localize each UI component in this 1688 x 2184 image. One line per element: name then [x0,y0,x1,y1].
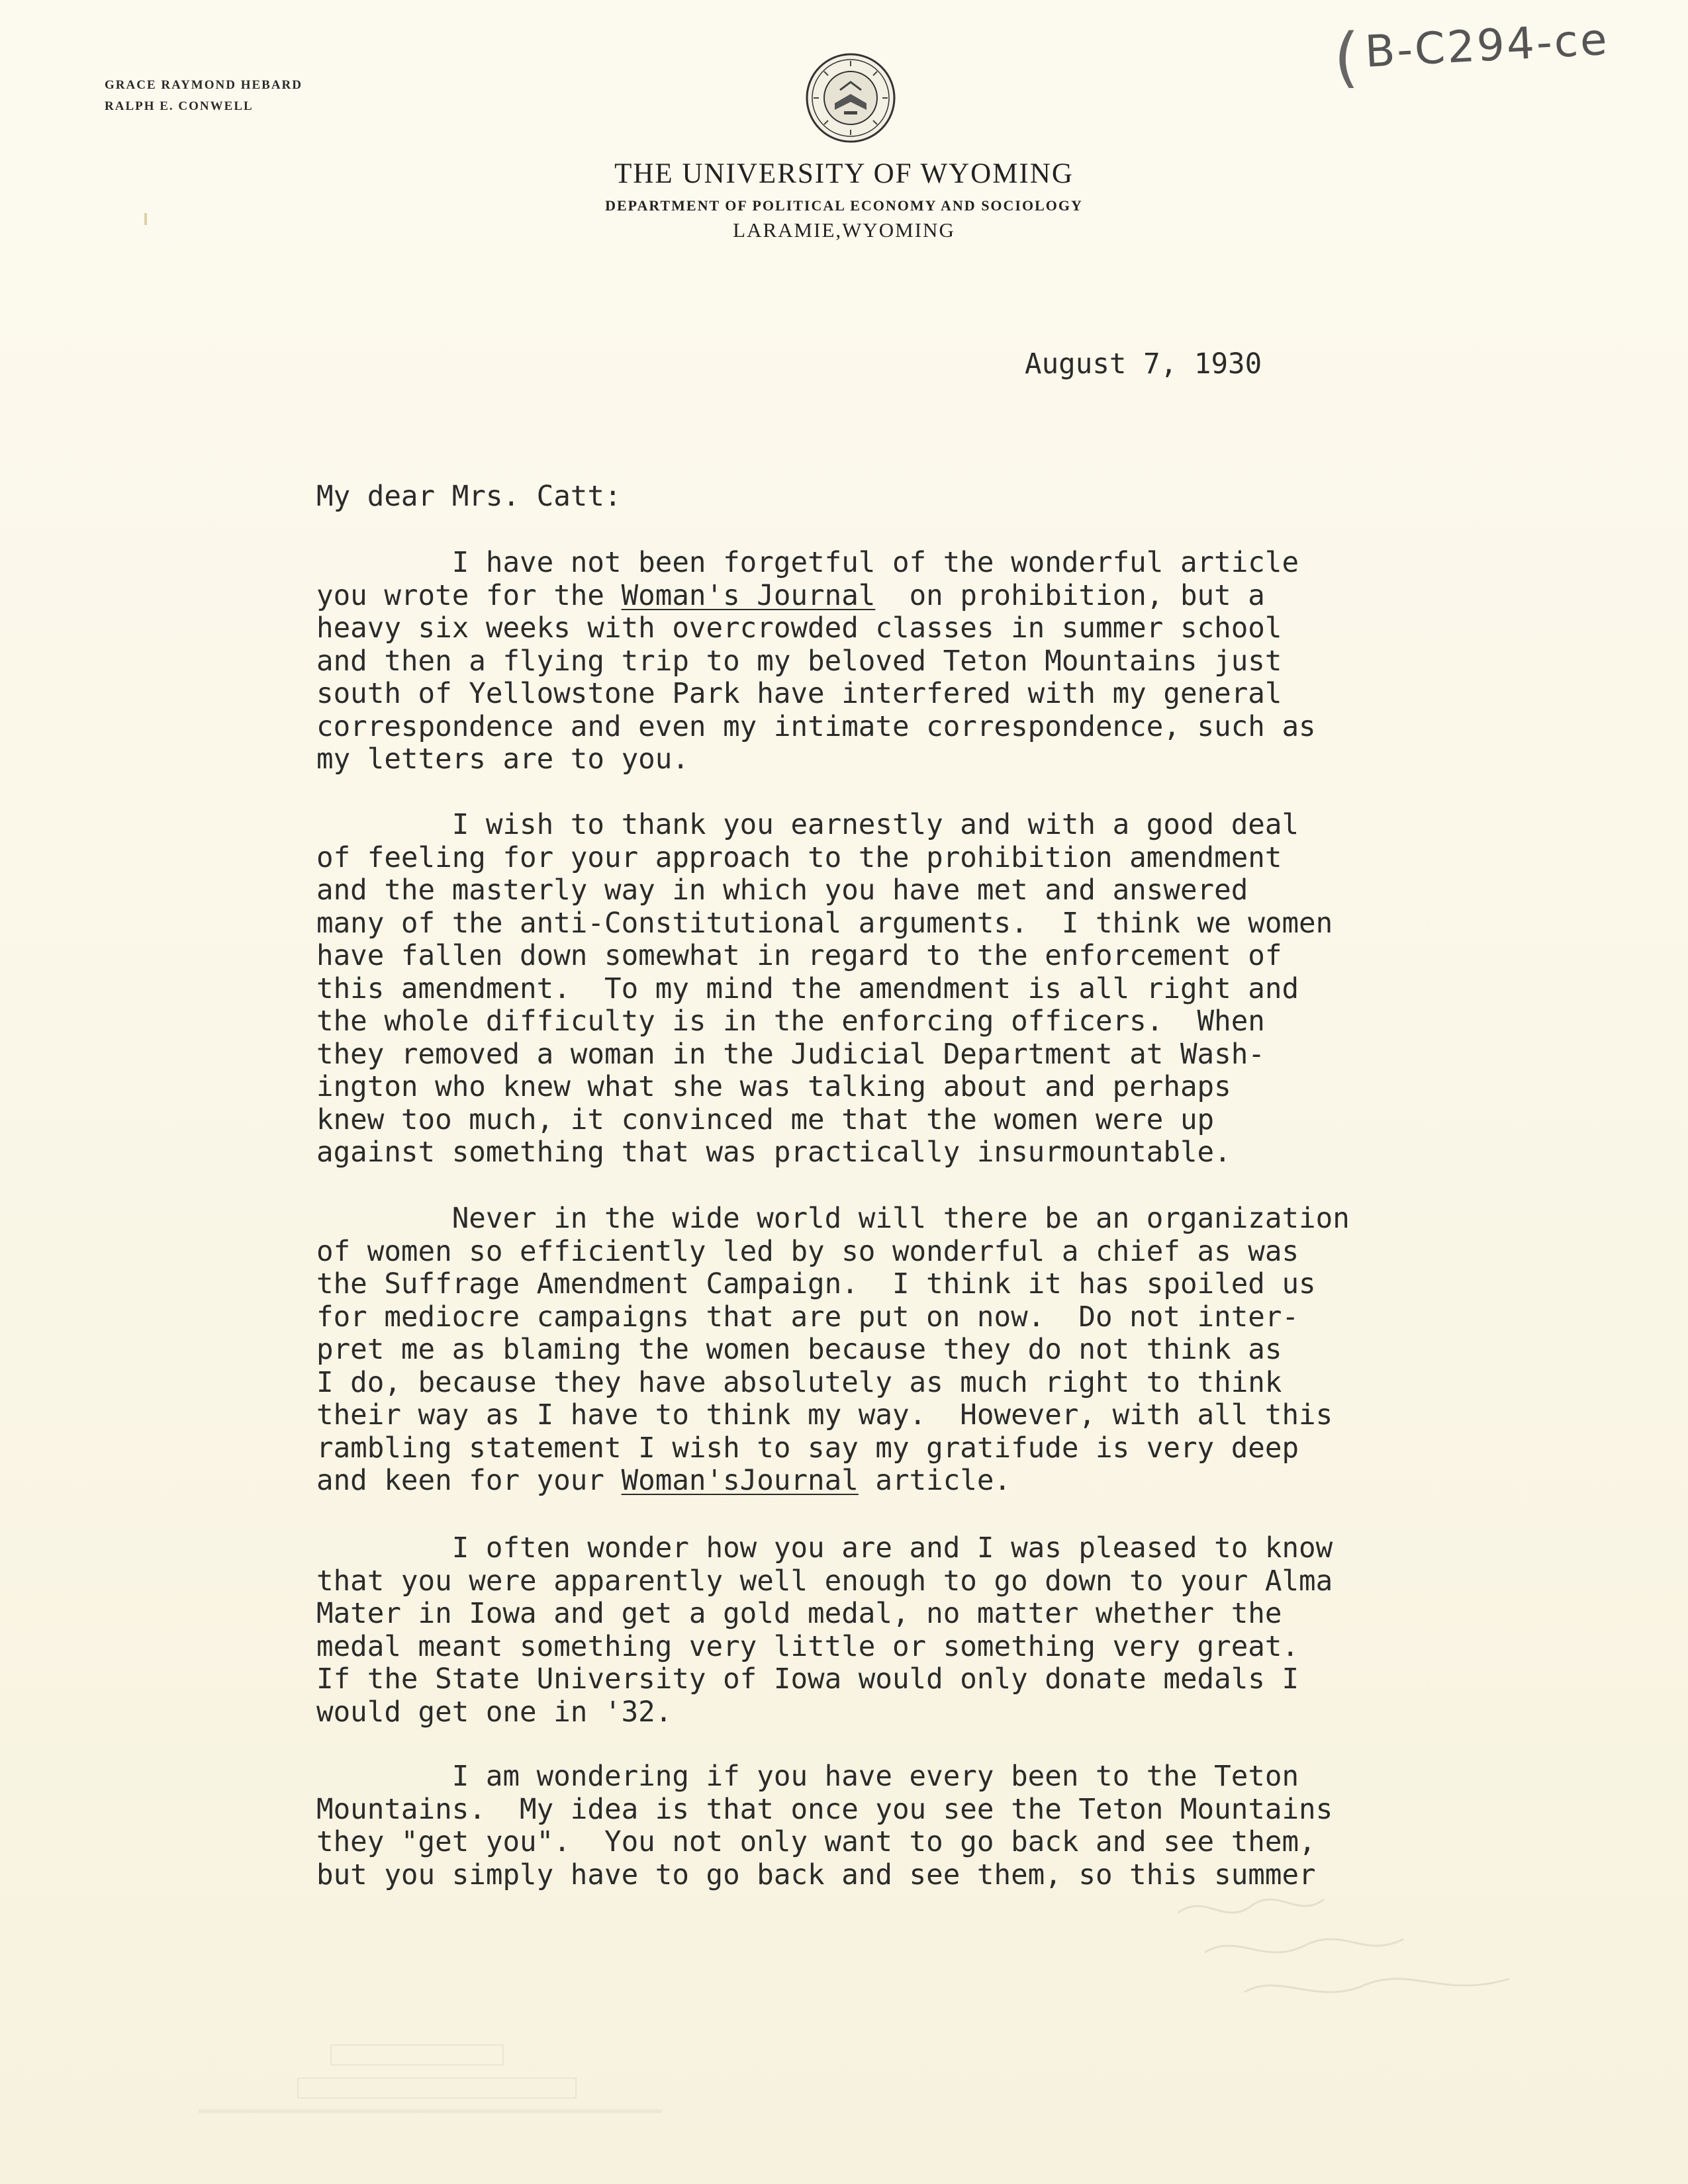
text-segment: of feeling for your approach to the prohibition amendment [316,841,1282,874]
text-line [316,743,1316,776]
text-line [316,1532,1333,1565]
text-segment: that you were apparently well enough to go down to your Alma [316,1565,1333,1598]
bleed-through-handwriting [1165,1886,1536,2019]
text-segment: pret me as blaming the women because they do not think as [316,1334,1282,1366]
text-line [316,874,1333,907]
institution-name: THE UNIVERSITY OF WYOMING [614,158,1074,189]
text-segment: for mediocre campaigns that are put on now. Do not inter- [316,1300,1299,1334]
text-segment: they "get you". You not only want to go back and see them, [316,1826,1316,1858]
body-paragraph-3 [316,1203,1350,1498]
text-line [316,1432,1350,1465]
text-line [316,1104,1333,1137]
text-segment: Mountains. My idea is that once you see the Teton Mountains [316,1793,1333,1826]
text-line [316,1268,1350,1301]
text-line [316,973,1333,1006]
text-line [316,1794,1333,1827]
text-segment: would get one in '32. [316,1696,673,1729]
text-line [316,809,1333,842]
text-segment: I wish to thank you earnestly and with a good deal [316,809,1299,841]
text-line [316,547,1316,580]
text-segment: you wrote for the [316,579,622,612]
text-segment: article. [858,1465,1011,1497]
text-line [316,1203,1350,1236]
text-line [316,612,1316,645]
text-line [316,1826,1333,1859]
text-line [316,1598,1333,1631]
text-line [316,1301,1350,1334]
bleed-through-archive-stamp [199,2038,662,2118]
text-line [316,842,1333,875]
letter-date: August 7, 1930 [1025,348,1262,381]
body-paragraph-2 [316,809,1333,1169]
text-line [316,1696,1333,1729]
text-line [316,678,1316,711]
text-line [316,1038,1333,1071]
text-segment: and keen for your [316,1465,622,1497]
institution-city: LARAMIE,WYOMING [733,218,955,242]
body-paragraph-4 [316,1532,1333,1729]
text-segment: the Suffrage Amendment Campaign. I think it has spoiled us [316,1268,1316,1300]
faculty-name-1: GRACE RAYMOND HEBARD [105,78,303,92]
text-line [316,1465,1350,1498]
text-line [316,711,1316,744]
text-segment: I often wonder how you are and I was pleased to know [316,1532,1333,1565]
department-name: DEPARTMENT OF POLITICAL ECONOMY AND SOCIOLOGY [605,197,1083,214]
text-segment: of women so efficiently led by so wonderful a chief as was [316,1235,1299,1268]
text-segment: medal meant something very little or something very great. [316,1630,1299,1663]
text-segment: on prohibition, but a [875,579,1265,612]
text-segment: I have not been forgetful of the wonderful article [316,547,1299,579]
text-line [316,940,1333,973]
text-segment: I am wondering if you have every been to the Teton [316,1760,1299,1793]
underlined-title: Woman'sJournal [621,1465,859,1497]
text-line [316,1005,1333,1038]
text-line [316,1399,1350,1432]
text-segment: I do, because they have absolutely as much right to think [316,1366,1282,1399]
underlined-title: Woman's Journal [621,579,876,612]
text-segment: they removed a woman in the Judicial Department at Wash- [316,1038,1265,1071]
text-segment: If the State University of Iowa would only donate medals I [316,1663,1299,1696]
text-segment: correspondence and even my intimate correspondence, such as [316,710,1316,743]
salutation: My dear Mrs. Catt: [316,480,622,513]
text-line [316,1760,1333,1794]
university-seal-icon [804,52,897,144]
text-line [316,580,1316,613]
text-segment: and the masterly way in which you have met and answered [316,874,1248,907]
text-line [316,1367,1350,1400]
text-segment: knew too much, it convinced me that the women were up [316,1103,1215,1136]
text-line [316,1663,1333,1696]
text-segment: their way as I have to think my way. However, with all this [316,1399,1333,1432]
text-line [316,1565,1333,1598]
text-segment: Never in the wide world will there be an organization [316,1203,1350,1235]
text-segment: and then a flying trip to my beloved Teton Mountains just [316,645,1282,678]
text-segment: have fallen down somewhat in regard to the enforcement of [316,940,1282,972]
text-segment: many of the anti-Constitutional arguments. I think we women [316,907,1333,940]
text-line [316,1334,1350,1367]
paper-mark [144,213,147,225]
text-segment: Mater in Iowa and get a gold medal, no matter whether the [316,1598,1282,1630]
body-paragraph-5 [316,1760,1333,1891]
archive-code: B-C294-ce [1364,13,1611,77]
text-segment: south of Yellowstone Park have interfered with my general [316,678,1282,710]
text-segment: heavy six weeks with overcrowded classes in summer school [316,612,1282,645]
text-line [316,1071,1333,1104]
text-segment: the whole difficulty is in the enforcing officers. When [316,1005,1265,1038]
archive-code-bracket: ( [1334,20,1360,95]
text-line [316,1136,1333,1169]
text-segment: rambling statement I wish to say my gratifude is very deep [316,1432,1299,1465]
text-segment: but you simply have to go back and see them, so this summer [316,1858,1316,1891]
text-line [316,645,1316,678]
text-line [316,1236,1350,1269]
text-segment: my letters are to you. [316,743,689,776]
text-segment: against something that was practically insurmountable. [316,1136,1231,1169]
text-segment: ington who knew what she was talking about and perhaps [316,1071,1231,1103]
text-segment: this amendment. To my mind the amendment is all right and [316,972,1299,1005]
faculty-name-2: RALPH E. CONWELL [105,99,254,113]
text-line [316,1631,1333,1664]
text-line [316,907,1333,940]
body-paragraph-1 [316,547,1316,776]
